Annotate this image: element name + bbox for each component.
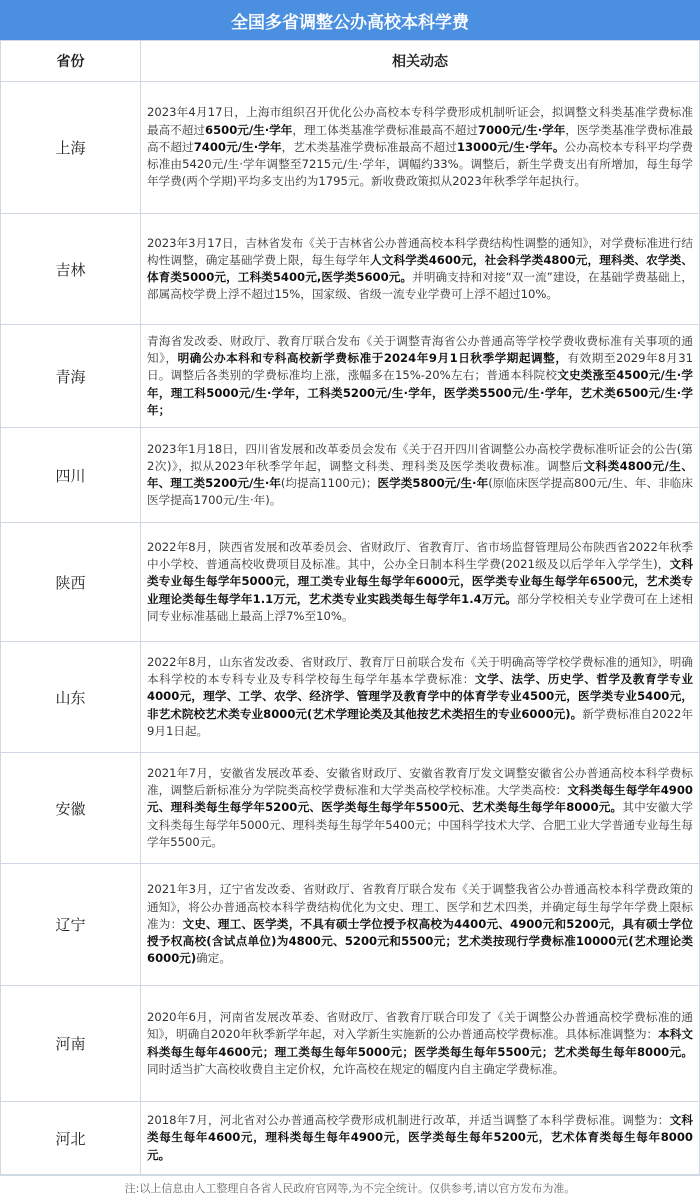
table-row <box>1 753 700 864</box>
highlight-text: 文史、理工、医学类，不具有硕士学位授予权高校为4400元、4900元和5200元，具有硕士学位授予权高校(含试点单位)为4800元、5200元和5500元；艺术类按现行学费标准10000元(艺术理论类6000元) <box>147 916 693 966</box>
body-text: 2022年8月，陕西省发展和改革委员会、省财政厅、省教育厅、省市场监督管理局公布陕西省2022年秋季中小学校、普通高校收费项目及标准。其中，公办全日制本科生学费(2021级及以后学年入学学生)， <box>147 539 693 572</box>
body-text: 新学费标准自2022年9月1日起。 <box>147 706 693 738</box>
table-row <box>1 642 700 753</box>
province-cell: 河北 <box>1 1102 141 1175</box>
body-text: 2022年8月，山东省发改委、省财政厅、教育厅日前联合发布《关于明确高等学校学费标准的通知》，明确本科学校的本专科专业及专科学校每生每学年基本学费标准： <box>147 654 693 687</box>
highlight-text: 文科类每生每学年4900元、理科类每生每学年5200元、医学类每生每学年5500元、艺术类每生每学年8000元。 <box>147 783 693 815</box>
body-text: 青海省发改委、财政厅、教育厅联合发布《关于调整青海省公办普通高等学校学费收费标准有关事项的通知》， <box>147 333 693 366</box>
news-cell <box>141 214 700 325</box>
highlight-text: 人文科学类4600元，社会科学类4800元，理科类、农学类、体育类5000元，工科类5400元,医学类5600元。 <box>147 252 693 284</box>
highlight-text: 6500元/生·学年 <box>205 122 293 137</box>
province-cell: 陕西 <box>1 523 141 642</box>
news-cell <box>141 642 700 753</box>
news-cell <box>141 986 700 1102</box>
body-text: 2018年7月，河北省对公办普通高校学费形成机制进行改革，并适当调整了本科学费标准。调整为： <box>147 1113 670 1128</box>
table-row <box>1 428 700 523</box>
news-cell <box>141 753 700 864</box>
news-cell <box>141 1102 700 1175</box>
province-cell: 辽宁 <box>1 864 141 986</box>
table-row <box>1 523 700 642</box>
body-text: 2020年6月，河南省发展改革委、省财政厅、省教育厅联合印发了《关于调整公办普通高校学费标准的通知》，明确自2020年秋季新学年起，对入学新生实施新的公办普通高校学费标准。具体标准调整为： <box>147 1010 693 1042</box>
highlight-text: 明确公办本科和专科高校新学费标准于2024年9月1日秋季学期起调整， <box>177 351 568 366</box>
table-title: 全国多省调整公办高校本科学费 <box>0 0 700 40</box>
province-cell: 四川 <box>1 428 141 523</box>
highlight-text: 7000元/生·学年 <box>478 122 566 137</box>
news-cell <box>141 523 700 642</box>
province-cell: 上海 <box>1 82 141 214</box>
body-text: ，艺术类基准学费标准最高不超过 <box>281 139 457 154</box>
table-row <box>1 986 700 1102</box>
header-news: 相关动态 <box>141 41 700 82</box>
highlight-text: 文科类4800元/生、年、理工类5200元/生·年 <box>147 458 693 490</box>
body-text: 2023年1月18日，四川省发展和改革委员会发布《关于召开四川省调整公办高校学费标准听证会的公告(第2次)》，拟从2023年秋季学年起，调整文科类、理科类及医学类收费标准。调整后 <box>147 441 693 473</box>
highlight-text: 13000元/生·学年。 <box>456 139 565 154</box>
news-cell <box>141 82 700 214</box>
body-text: 部分学校相关专业学费可在上述相同专业标准基础上最高上浮7%至10%。 <box>147 591 693 623</box>
body-text: 2021年7月，安徽省发展改革委、安徽省财政厅、安徽省教育厅发文调整安徽省公办普通高校本科学费标准，调整后新标准分为学院类高校学费标准和大学类高校学校标准。大学类高校： <box>147 765 693 798</box>
news-cell <box>141 325 700 428</box>
table-row <box>1 214 700 325</box>
header-row <box>1 41 700 82</box>
body-text: ，医学类基准学费标准最高不超过 <box>147 122 693 154</box>
table-row <box>1 325 700 428</box>
province-cell: 安徽 <box>1 753 141 864</box>
body-text: ，理工体类基准学费标准最高不超过 <box>292 122 478 137</box>
body-text: 其中安徽大学文科类每生每学年5000元、理科类每生每学年5400元；中国科学技术大学、合肥工业大学普通专业每生每学年5500元。 <box>147 800 693 849</box>
highlight-text: 医学类5800元/生·年 <box>377 476 489 490</box>
highlight-text: 7400元/生·学年 <box>193 139 282 154</box>
fee-table <box>0 40 700 1175</box>
province-cell: 青海 <box>1 325 141 428</box>
table-row <box>1 864 700 986</box>
province-cell: 吉林 <box>1 214 141 325</box>
highlight-text: 文科类每生每年4600元，理科类每生每年4900元，医学类每生每年5200元，艺术体育类每生每年8000元。 <box>147 1113 693 1162</box>
province-cell: 山东 <box>1 642 141 753</box>
table-row <box>1 82 700 214</box>
highlight-text: 文史类涨至4500元/生·学年，理工科5000元/生·学年，工科类5200元/生·学年，医学类5500元/生·学年，艺术类6500元/生·学年； <box>147 368 693 417</box>
highlight-text: 文科类专业每生每学年5000元，理工类专业每生每学年6000元，医学类专业每生每学年6500元，艺术类专业理论类每生每学年1.1万元，艺术类专业实践类每生每学年1.4万元。 <box>147 557 693 606</box>
body-text: 有效期至2029年8月31日。调整后各类别的学费标准均上涨，涨幅多在15%-20%左右；普通本科院校 <box>147 351 693 383</box>
body-text: 2023年3月17日，吉林省发布《关于吉林省公办普通高校本科学费结构性调整的通知》，对学费标准进行结构性调整，确定基础学费上限，每生每学年 <box>147 235 693 267</box>
body-text: 2023年4月17日，上海市组织召开优化公办高校本专科学费形成机制听证会，拟调整文科类基准学费标准最高不超过 <box>147 105 693 137</box>
news-cell <box>141 864 700 986</box>
body-text: 公办高校本专科平均学费标准由5420元/生·学年调整至7215元/生·学年，调幅约33%。调整后，新生学费支出有所增加，每生每学年学费(两个学期)平均多支出约为1795元。新收费政策拟从2023年秋季学年起执行。 <box>147 139 693 189</box>
body-text: 确定。 <box>196 951 231 966</box>
body-text: 并明确支持和对接“双一流”建设，在基础学费基础上，部属高校学费上浮不超过15%，国家级、省级一流专业学费可上浮不超过10%。 <box>147 270 693 302</box>
body-text: 同时适当扩大高校收费自主定价权，允许高校在规定的幅度内自主确定学费标准。 <box>147 1061 565 1076</box>
header-province: 省份 <box>1 41 141 82</box>
highlight-text: 本科文科类每生每年4600元；理工类每生每年5000元；医学类每生每年5500元；艺术类每生每年8000元。 <box>147 1027 693 1059</box>
table-row <box>1 1102 700 1175</box>
news-cell <box>141 428 700 523</box>
highlight-text: 文学、法学、历史学、哲学及教育学专业4000元，理学、工学、农学、经济学、管理学及教育学中的体育学专业4500元，医学类专业5400元，非艺术院校艺术类专业8000元(艺术学理论类及其他按艺术类招生的专业6000元)。 <box>147 672 693 721</box>
footer-note: 注:以上信息由人工整理自各省人民政府官网等,为不完全统计。仅供参考,请以官方发布为准。 <box>0 1175 700 1200</box>
province-cell: 河南 <box>1 986 141 1102</box>
body-text: 2021年3月，辽宁省发改委、省财政厅、省教育厅联合发布《关于调整我省公办普通高校本科学费政策的通知》，将公办普通高校本科学费结构优化为文史、理工、医学和艺术四类，并确定每生每学年学费上限标准为： <box>147 882 693 931</box>
body-text: (均提高1100元)； <box>280 476 378 490</box>
body-text: (原临床医学提高800元/生、年、非临床医学提高1700元/生·年)。 <box>147 476 693 508</box>
